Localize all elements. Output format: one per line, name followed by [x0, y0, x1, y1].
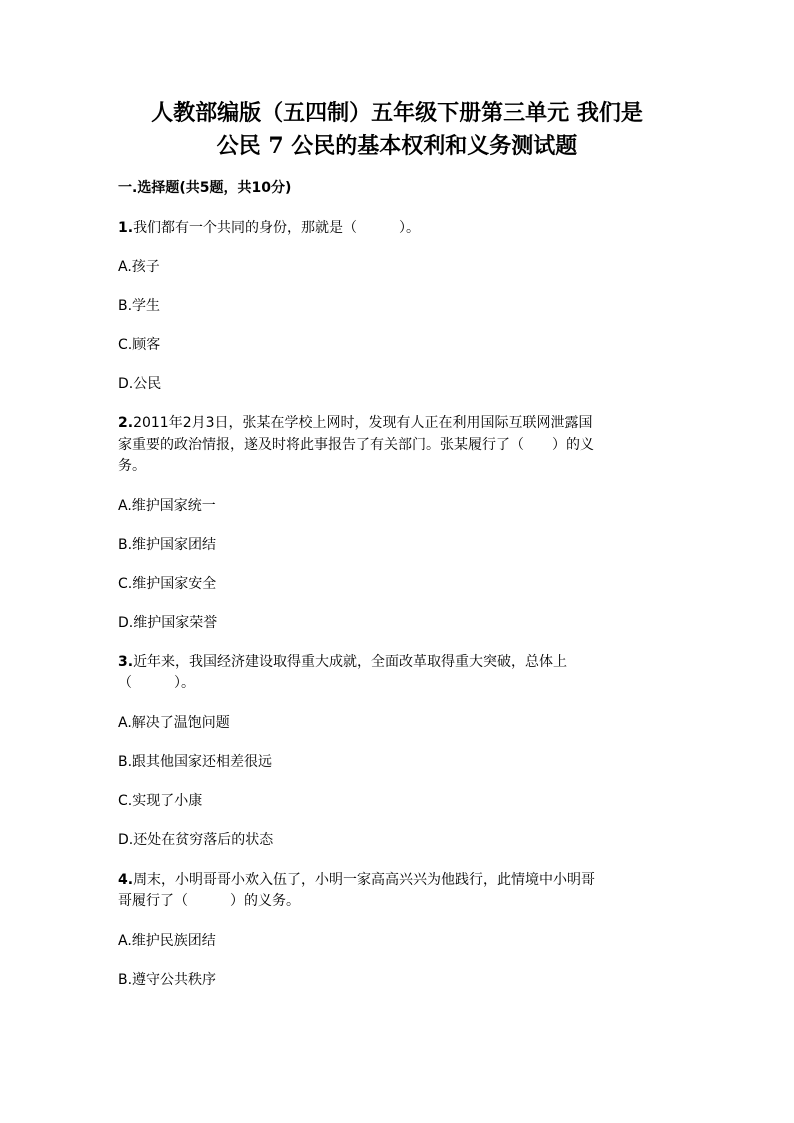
- question-3-option-a: A.解决了温饱问题: [118, 715, 230, 731]
- document-title-line-1: 人教部编版（五四制）五年级下册第三单元 我们是: [151, 100, 643, 126]
- question-3-stem-line-2: （ ）。: [118, 675, 195, 691]
- question-4-stem-line-2: 哥履行了（ ）的义务。: [118, 893, 300, 909]
- question-4-option-a: A.维护民族团结: [118, 933, 216, 949]
- question-3-option-d: D.还处在贫穷落后的状态: [118, 832, 274, 848]
- question-3-number: 3.: [118, 654, 134, 670]
- section-heading: 一.选择题(共5题，共10分): [118, 180, 292, 196]
- question-1-number: 1.: [118, 220, 134, 236]
- question-4-stem-line-1: [118, 870, 595, 890]
- question-4-stem-part-1: 周末，小明哥哥小欢入伍了，小明一家高高兴兴为他践行，此情境中小明哥: [133, 872, 596, 888]
- question-3-option-b: B.跟其他国家还相差很远: [118, 754, 273, 770]
- question-2-stem-line-2: 家重要的政治情报，遂及时将此事报告了有关部门。张某履行了（ ）的义: [118, 437, 594, 453]
- question-2-option-c: C.维护国家安全: [118, 576, 217, 592]
- question-1-option-a: A.孩子: [118, 259, 160, 275]
- question-2-stem-line-1: [118, 413, 593, 433]
- question-3-stem-part-1: 近年来，我国经济建设取得重大成就，全面改革取得重大突破，总体上: [133, 654, 568, 670]
- question-1-option-c: C.顾客: [118, 337, 161, 353]
- question-4-number: 4.: [118, 872, 134, 888]
- document-title-line-2: 公民 7 公民的基本权利和义务测试题: [216, 133, 578, 159]
- question-2-option-d: D.维护国家荣誉: [118, 615, 218, 631]
- question-2-option-b: B.维护国家团结: [118, 537, 217, 553]
- question-1-option-b: B.学生: [118, 298, 161, 314]
- question-3-stem-line-1: [118, 652, 567, 672]
- question-1-stem: 我们都有一个共同的身份，那就是（ ）。: [133, 220, 421, 236]
- question-4-option-b: B.遵守公共秩序: [118, 972, 217, 988]
- question-1-option-d: D.公民: [118, 376, 162, 392]
- question-2-stem-part-1: 2011年2月3日，张某在学校上网时，发现有人正在利用国际互联网泄露国: [133, 415, 593, 431]
- question-3-option-c: C.实现了小康: [118, 793, 203, 809]
- question-2-number: 2.: [118, 415, 134, 431]
- question-1-stem-line-1: [118, 218, 420, 238]
- question-2-option-a: A.维护国家统一: [118, 498, 216, 514]
- question-2-stem-line-3: 务。: [118, 458, 146, 474]
